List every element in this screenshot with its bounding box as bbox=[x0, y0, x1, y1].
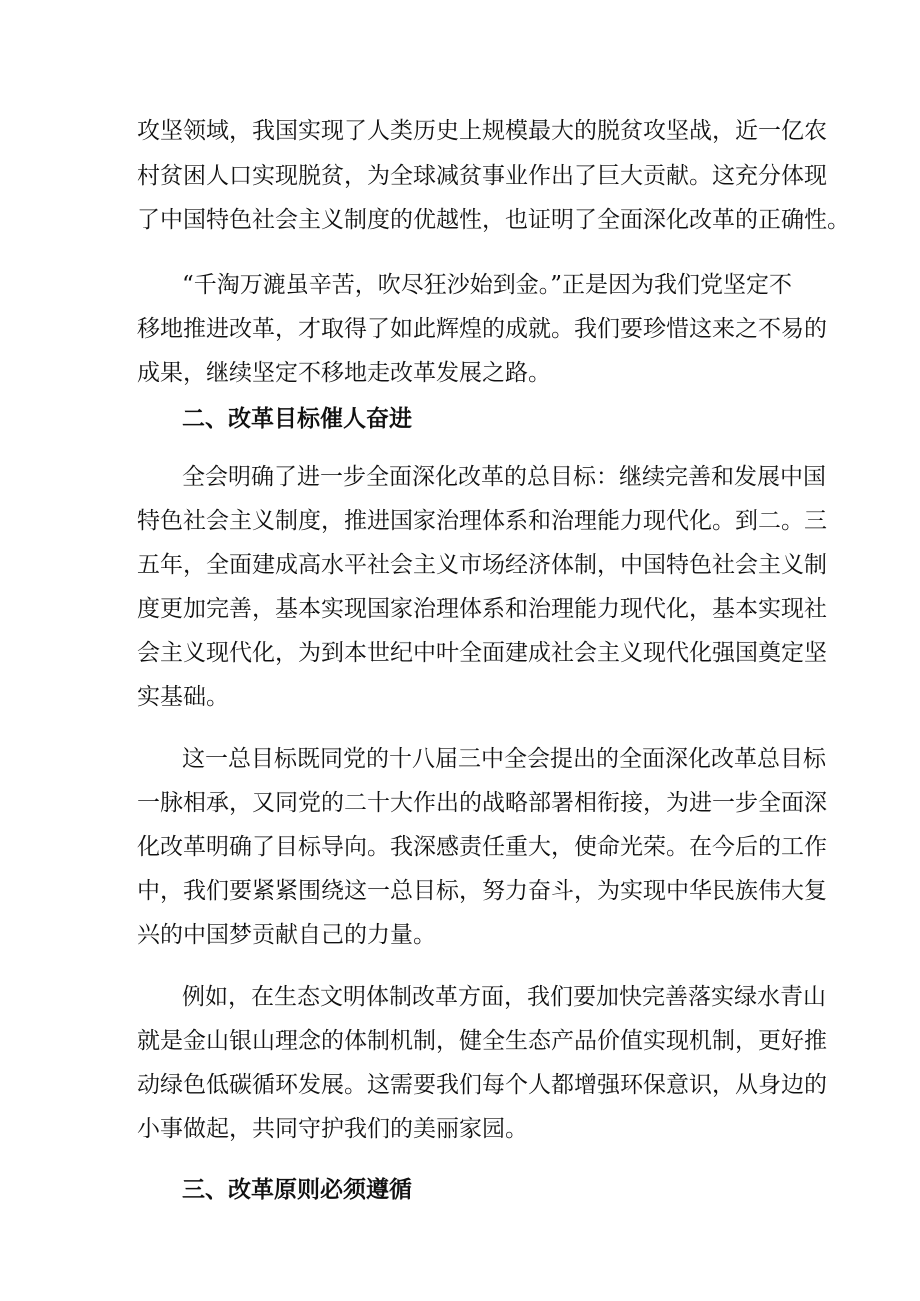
paragraph-line: 全会明确了进一步全面深化改革的总目标：继续完善和发展中国 bbox=[182, 464, 826, 490]
paragraph-line: 成果，继续坚定不移地走改革发展之路。 bbox=[137, 360, 551, 386]
section-heading: 二、改革目标催人奋进 bbox=[182, 406, 412, 432]
paragraph-line: 攻坚领域，我国实现了人类历史上规模最大的脱贫攻坚战，近一亿农 bbox=[137, 118, 827, 144]
paragraph-line: 会主义现代化，为到本世纪中叶全面建成社会主义现代化强国奠定坚 bbox=[137, 640, 827, 666]
paragraph-line: 五年，全面建成高水平社会主义市场经济体制，中国特色社会主义制 bbox=[137, 552, 827, 578]
paragraph-line: 动绿色低碳循环发展。这需要我们每个人都增强环保意识，从身边的 bbox=[137, 1072, 827, 1098]
paragraph-line: 这一总目标既同党的十八届三中全会提出的全面深化改革总目标 bbox=[182, 746, 826, 772]
paragraph-line: 移地推进改革，才取得了如此辉煌的成就。我们要珍惜这来之不易的 bbox=[137, 316, 827, 342]
paragraph-line: 度更加完善，基本实现国家治理体系和治理能力现代化，基本实现社 bbox=[137, 596, 827, 622]
paragraph-line: 特色社会主义制度，推进国家治理体系和治理能力现代化。到二。三 bbox=[137, 508, 827, 534]
paragraph-line: 了中国特色社会主义制度的优越性，也证明了全面深化改革的正确性。 bbox=[137, 207, 850, 233]
paragraph-line: 实基础。 bbox=[137, 684, 229, 710]
paragraph-line: 中，我们要紧紧围绕这一总目标，努力奋斗，为实现中华民族伟大复 bbox=[137, 878, 827, 904]
paragraph-line: 就是金山银山理念的体制机制，健全生态产品价值实现机制，更好推 bbox=[137, 1028, 827, 1054]
paragraph-line: 化改革明确了目标导向。我深感责任重大，使命光荣。在今后的工作 bbox=[137, 834, 827, 860]
section-heading: 三、改革原则必须遵循 bbox=[182, 1177, 412, 1203]
paragraph-line: 村贫困人口实现脱贫，为全球减贫事业作出了巨大贡献。这充分体现 bbox=[137, 163, 827, 189]
paragraph-line: 兴的中国梦贡献自己的力量。 bbox=[137, 922, 436, 948]
paragraph-line: “千淘万漉虽辛苦，吹尽狂沙始到金。”正是因为我们党坚定不 bbox=[182, 272, 793, 298]
paragraph-line: 小事做起，共同守护我们的美丽家园。 bbox=[137, 1116, 528, 1142]
paragraph-line: 一脉相承，又同党的二十大作出的战略部署相衔接，为进一步全面深 bbox=[137, 790, 827, 816]
paragraph-line: 例如，在生态文明体制改革方面，我们要加快完善落实绿水青山 bbox=[182, 984, 826, 1010]
